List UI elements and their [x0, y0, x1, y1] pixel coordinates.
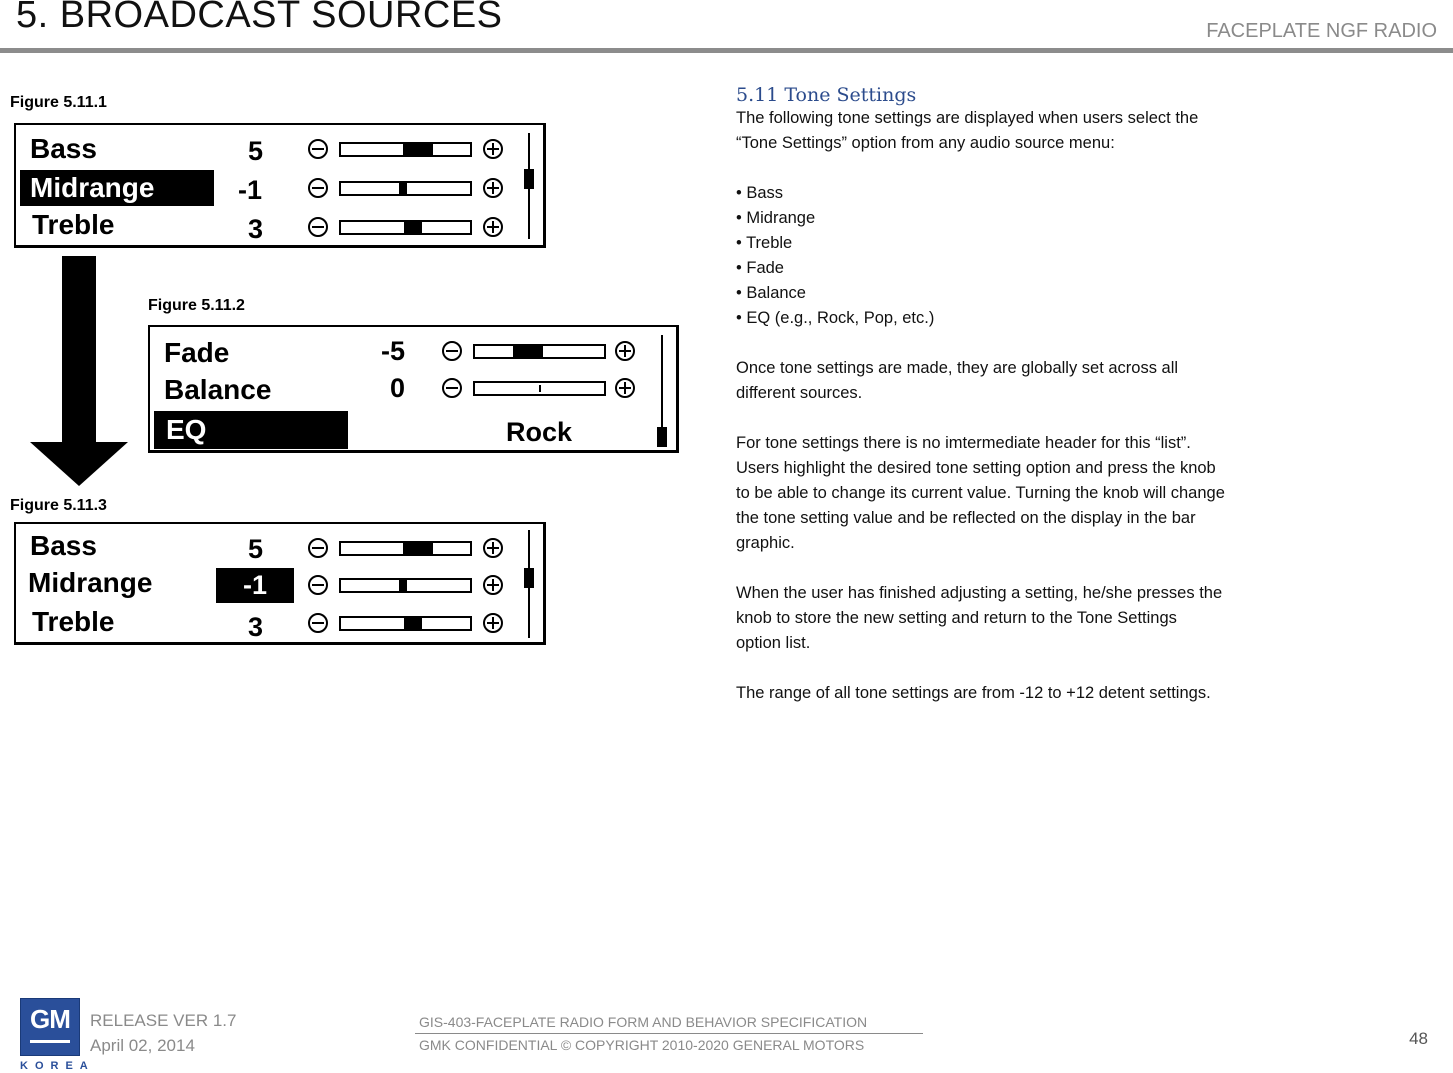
- bullet-item: • Fade: [736, 259, 784, 277]
- level-thumb: [404, 222, 422, 233]
- value-treble: 3: [248, 612, 264, 642]
- scrollbar-thumb: [524, 568, 534, 588]
- header-divider: [0, 48, 1453, 53]
- plus-icon: [483, 613, 503, 633]
- intro-paragraph: The following tone settings are displayed when users select the “Tone Settings” option from any audio source menu:: [736, 109, 1199, 152]
- row-label-fade: Fade: [164, 337, 230, 368]
- level-bar: [339, 616, 472, 631]
- level-thumb: [404, 618, 422, 629]
- paragraph: For tone settings there is no imtermediate header for this “list”. Users highlight the desired tone setting option and press the knob to be able to change its current value. Turning the knob will change the tone setting value and be reflected on the display in the bar graphic.: [736, 434, 1225, 552]
- minus-icon: [308, 217, 328, 237]
- minus-icon: [308, 613, 328, 633]
- figure-label-2: Figure 5.11.2: [148, 297, 245, 314]
- level-thumb: [403, 144, 433, 155]
- section-body: [736, 106, 1226, 706]
- value-fade: -5: [381, 336, 406, 366]
- spec-id: GIS-403-FACEPLATE RADIO FORM AND BEHAVIOR SPECIFICATION: [419, 1014, 868, 1030]
- level-bar: [339, 541, 472, 556]
- row-label-eq-highlighted: EQ: [154, 411, 348, 449]
- figure-5-11-1-screen: [14, 123, 546, 248]
- minus-icon: [442, 378, 462, 398]
- figure-label-3: Figure 5.11.3: [10, 497, 107, 514]
- page-number: 48: [1409, 1029, 1428, 1048]
- plus-icon: [615, 341, 635, 361]
- minus-icon: [308, 178, 328, 198]
- plus-icon: [483, 538, 503, 558]
- row-label-midrange-highlighted: Midrange: [20, 170, 214, 206]
- bullet-item: • EQ (e.g., Rock, Pop, etc.): [736, 309, 935, 327]
- row-label-treble: Treble: [32, 209, 115, 240]
- minus-icon: [308, 575, 328, 595]
- level-bar: [473, 344, 606, 359]
- paragraph: When the user has finished adjusting a setting, he/she presses the knob to store the new setting and return to the Tone Settings option list.: [736, 584, 1223, 652]
- level-thumb: [399, 183, 407, 194]
- scrollbar-thumb: [524, 169, 534, 189]
- level-thumb: [403, 543, 433, 554]
- gm-logo-text: GM: [30, 1004, 70, 1034]
- value-midrange-highlighted: -1: [216, 568, 294, 603]
- value-treble: 3: [248, 214, 264, 244]
- plus-icon: [483, 217, 503, 237]
- minus-icon: [308, 139, 328, 159]
- down-arrow-icon: [30, 442, 128, 488]
- level-bar: [339, 181, 472, 196]
- figure-5-11-3-screen: [14, 522, 546, 645]
- gm-logo-underline: [30, 1040, 70, 1043]
- level-bar: [339, 578, 472, 593]
- paragraph: The range of all tone settings are from -12 to +12 detent settings.: [736, 684, 1211, 702]
- row-label-treble: Treble: [32, 606, 115, 637]
- release-date: April 02, 2014: [90, 1036, 195, 1055]
- plus-icon: [483, 575, 503, 595]
- paragraph: Once tone settings are made, they are globally set across all different sources.: [736, 359, 1179, 402]
- row-label-bass: Bass: [30, 530, 97, 561]
- release-version: RELEASE VER 1.7: [90, 1011, 237, 1030]
- row-label-balance: Balance: [164, 374, 272, 405]
- value-bass: 5: [248, 534, 264, 564]
- gm-korea-text: KOREA: [20, 1060, 95, 1072]
- page-title: 5. BROADCAST SOURCES: [16, 0, 503, 36]
- figure-label-1: Figure 5.11.1: [10, 94, 107, 111]
- level-bar: [339, 142, 472, 157]
- flow-arrow-shaft: [62, 256, 96, 444]
- minus-icon: [308, 538, 328, 558]
- scrollbar-thumb: [657, 427, 667, 447]
- plus-icon: [483, 178, 503, 198]
- bullet-item: • Midrange: [736, 209, 816, 227]
- level-bar: [339, 220, 472, 235]
- bullet-item: • Treble: [736, 234, 793, 252]
- section-title: 5.11 Tone Settings: [736, 84, 917, 106]
- bullet-item: • Bass: [736, 184, 784, 202]
- value-bass: 5: [248, 136, 264, 166]
- value-eq: Rock: [506, 417, 573, 447]
- level-bar: [473, 381, 606, 396]
- row-label-midrange: Midrange: [28, 567, 153, 598]
- copyright: GMK CONFIDENTIAL © COPYRIGHT 2010-2020 GENERAL MOTORS: [419, 1037, 865, 1053]
- plus-icon: [615, 378, 635, 398]
- footer-divider: [415, 1033, 923, 1034]
- row-label-bass: Bass: [30, 133, 97, 164]
- value-balance: 0: [390, 373, 406, 403]
- bullet-item: • Balance: [736, 284, 806, 302]
- center-tick: [539, 385, 541, 392]
- figure-5-11-2-screen: [148, 325, 679, 453]
- level-thumb: [399, 580, 407, 591]
- plus-icon: [483, 139, 503, 159]
- value-midrange: -1: [238, 175, 263, 205]
- minus-icon: [442, 341, 462, 361]
- level-thumb: [513, 346, 543, 357]
- document-tag: FACEPLATE NGF RADIO: [1206, 20, 1437, 42]
